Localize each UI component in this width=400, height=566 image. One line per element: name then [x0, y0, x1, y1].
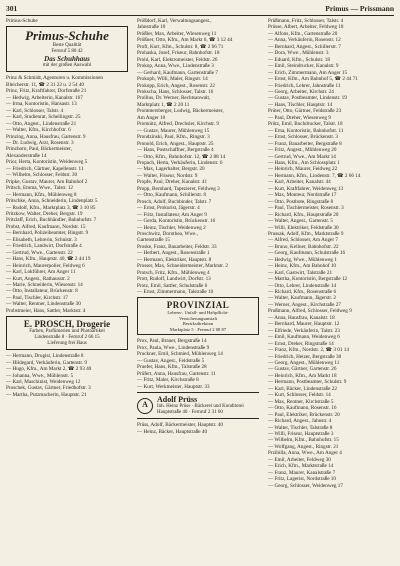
entry-line: — Gerhard, Kaufmann, Gartenstraße 7 — [137, 69, 218, 76]
entry-line: Prondzinski, Paul, Kfm., Ringstr. 3 — [137, 134, 210, 141]
entry-line: Proske, Franz, Bauarbeiter, Feldstr. 33 — [137, 243, 217, 250]
ad-prosch-drogerie — [6, 316, 128, 350]
entry-line: — Kurt, Kraftfahrer, Weidenweg 13 — [268, 185, 344, 192]
entry-line: Prott, Rudolf, Landwirt, Dorfstr. 13 — [137, 276, 211, 283]
entry-line: Przibilla, Anna, Wwe., Am Anger 4 — [268, 450, 342, 457]
entry-line: — Georg, Kaufmann, Schulstraße 16 — [268, 250, 346, 257]
column-1-list — [6, 75, 128, 314]
entry-line: Prüter, Otto, Gärtner, Feldstraße 23 — [268, 108, 342, 115]
entry-line: — Johanna, Wwe., Mühlenstr. 5 — [6, 372, 74, 379]
entry-line: — Erna, Kontoristin, Bahnhofstr. 11 — [268, 127, 344, 134]
entry-line: — Max, Rentner, Kirchstraße 5 — [268, 398, 334, 405]
entry-line: — Paul, Tischlermeister, Rosenstr. 3 — [268, 205, 344, 212]
entry-line: — Otto, Postbote, Ringstraße 8 — [268, 198, 334, 205]
entry-line: — Anna, Hausfrau, Kanalstr. 18 — [268, 314, 335, 321]
entry-line: Prokop, Anna, Wwe., Lindenstraße 3 — [137, 63, 214, 70]
entry-line: Prussak, Adolf, Kfm., Marktstraße 9 — [268, 230, 344, 237]
entry-line: — Hedwig, Arbeiterin, Kanalstr. 167 — [6, 94, 83, 101]
ad-slogan-line: mit der großen Auswahl — [42, 63, 92, 69]
entry-line: — Ernst, Zimmermann, Talstraße 10 — [137, 289, 214, 296]
entry-line: — Gerda, Kontoristin, Brückenstr. 16 — [137, 218, 216, 225]
entry-line: — Kurt, Schlosser, Feldstr. 14 — [268, 392, 331, 399]
entry-line: Prokscha, Hans, Schlosser, Talstr. 16 — [137, 88, 214, 95]
entry-line: Pritschke, Anna, Schneiderin, Lindenplatz 5 — [6, 198, 98, 205]
entry-line: — Werner, Angest., Kirchstraße 27 — [268, 301, 341, 308]
ad-line: Lindenstraße 8 · Fernruf 2 66 15 — [34, 335, 100, 341]
entry-line: — Heinz, Kfm., Am Bahnhof 10 — [268, 263, 337, 270]
entry-line: — Hans, Tischler, Hauptstr. 14 — [268, 101, 333, 108]
entry-line: Probstmeier, Hans, Sattler, Marktstr. 4 — [6, 307, 86, 314]
entry-line: Prohl, Karl, Elektromeister, Feldstr. 26 — [137, 56, 218, 63]
entry-line: — Georg, Arbeiter, Kirchstr. 24 — [268, 88, 334, 95]
entry-line: — Ernst, Schlosser, Brückenstr. 3 — [268, 134, 338, 141]
entry-line: Pruefer, Hans, Kfm., Talstraße 28 — [137, 364, 207, 371]
entry-line: — Gustav, Maurer, Mühlenweg 15 — [137, 127, 210, 134]
entry-line: — Otto, Kfm., Bahnhofstr. 12, ☎ 2 88 14 — [137, 153, 226, 160]
entry-line: — Fritz, Maler, Kirchstraße 8 — [137, 377, 199, 384]
entry-line: — Martha, Putzmacherin, Hauptstr. 21 — [6, 391, 87, 398]
column-2-list — [137, 18, 259, 295]
entry-line: Prinzhorn, Paul, Bäckermeister, — [6, 146, 72, 153]
entry-line: — Emil, Steindrucker, Kanalstr. 9 — [268, 63, 339, 70]
entry-line: — Hermann, Kfm., Mühlenweg 8 — [6, 191, 77, 198]
entry-line: — Emil, Kaufmann, Weidenweg 6 — [268, 334, 340, 341]
ad-title: Adolf Prüss — [157, 395, 198, 405]
ad-line: Bezirksdirektion — [182, 321, 214, 327]
entry-line: Prütz, Emil, Buchdrucker, Talstr. 18 — [268, 121, 343, 128]
entry-line: — Walter, Kaufmann, Jägerstr. 2 — [268, 295, 336, 302]
entry-line: — Walter, Friseur, Nordstr. 9 — [137, 172, 198, 179]
ad-line: Marktplatz 5 · Fernruf 2 08 87 — [169, 326, 227, 332]
ad-phone: Fernruf 5 80 42 — [51, 49, 83, 55]
entry-line: Proft, Kurt, Kfm., Schulstr. 8, ☎ 2 66 71 — [137, 43, 224, 50]
entry-line: — Dr. Ludwig, Arzt, Rosenstr. 3 — [6, 139, 74, 146]
entry-line: — Elfriede, Verkäuferin, Talstr. 23 — [268, 327, 340, 334]
entry-line: — Erich, Kfm., Marktstraße 14 — [268, 463, 334, 470]
entry-line: — Georg, Angest., Mühlenweg 11 — [268, 360, 340, 367]
ad-primus-schuhe — [6, 26, 128, 72]
entry-line: Prüss, Adolf, Bäckermeister, Hauptstr. 40 — [137, 422, 223, 429]
ad-title: PROVINZIAL — [166, 300, 230, 311]
entry-line: — Gertrud, Wwe., Am Markt 14 — [268, 153, 336, 160]
ad-line: Lebens-, Unfall- und Haftpflicht- — [167, 310, 229, 316]
entry-line: — Otto, Angest., Lindenstraße 21 — [6, 120, 77, 127]
entry-line: Prüßmann, Fritz, Schlosser, Talstr. 4 — [268, 18, 344, 24]
entry-line: — Richard, Angest., Jahnstr. 4 — [268, 418, 332, 425]
entry-line: — Heinz, Bäcker, Hauptstraße 40 — [137, 428, 208, 435]
entry-line: — Alfred, Schlosser, Am Anger 7 — [268, 237, 338, 244]
ad-title: Primus-Schuhe — [25, 28, 109, 44]
entry-line: — Hildegard, Verkäuferin, Gartenstr. 9 — [6, 359, 88, 366]
entry-line: Proschwitz, Dorothea, Wwe., — [137, 230, 198, 237]
entry-line: — Hugo, Kfm., Am Markt 2, ☎ 2 93 40 — [6, 366, 92, 373]
entry-line: Prößler, Max, Arbeiter, Wiesenweg 11 — [137, 30, 217, 37]
entry-line: Prollius, Dr. Werner, Rechtsanwalt, — [137, 95, 211, 102]
entry-line: Pritzlaff, Erich, Buchhändler, Bahnhofstr. 7 — [6, 217, 97, 224]
running-head: Primus — Prissmann — [325, 4, 394, 13]
entry-line: — Friedrich, Lehrer, Jahnstraße 11 — [268, 82, 341, 89]
entry-line: — Willi, Elektriker, Feldstraße 30 — [268, 224, 339, 231]
entry-line: — Ernst, Kfm., Am Bahnhof 5, ☎ 2 44 71 — [268, 76, 358, 83]
entry-line: Prokoph, Willi, Maler, Ringstr. 14 — [137, 76, 208, 83]
entry-line: — Marie, Schneiderin, Wiesenstr. 14 — [6, 281, 83, 288]
entry-line: — Georg, Schlosser, Weidenweg 17 — [268, 482, 343, 489]
entry-line: Propfe, Paul, Dreher, Kanalstr. 41 — [137, 179, 208, 186]
entry-line: — Richard, Kfm., Hauptstraße 20 — [268, 211, 339, 218]
entry-line: Prior, Herta, Kontoristin, Weidenweg 5 — [6, 159, 88, 166]
entry-line: — Karl, Gastwirt, Talstraße 21 — [268, 269, 333, 276]
entry-line: Alexanderstraße 14 — [6, 152, 47, 159]
entry-line: — Hans, Kfm., Hauptstr. 40, ☎ 2 44 19 — [6, 256, 91, 263]
entry-line: — Karl, Schlosser, Talstr. 4 — [6, 107, 64, 114]
entry-line: Bleicherstr. 11, ☎ 2 31 22 u. 2 54 40 — [6, 81, 85, 88]
entry-line: — Willi, Friseur, Hauptstraße 3 — [268, 431, 334, 437]
entry-line: — Karl, Studienrat, Schellingstr. 25 — [6, 114, 81, 121]
entry-line: — Herbert, Angest., Rosenstraße 1 — [137, 250, 210, 257]
entry-line: — Hermann, Elektriker, Hauptstr. 8 — [137, 256, 212, 263]
entry-line: Pronold, Erich, Angest., Hauptstr. 25 — [137, 140, 214, 147]
entry-line: Marktplatz 1, ☎ 2 20 11 — [137, 101, 190, 108]
entry-line: — Eduard, Kfm., Schulstr. 18 — [268, 56, 330, 63]
entry-line: — Hermann, Kfm., Lindenstr. 7, ☎ 2 66 14 — [268, 172, 361, 179]
entry-line: Promnitz, Alfred, Drechsler, Kirchstr. 9 — [137, 121, 219, 128]
entry-line: — Fritz, Lagerist, Nordstraße 10 — [268, 476, 336, 483]
ad-line: Lieferung frei Haus — [47, 341, 87, 347]
entry-line: Am Anger 10 — [137, 114, 166, 121]
entry-line: Prußmann, Alfred, Schlosser, Feldweg 9 — [268, 308, 352, 315]
column-2-list-tail — [137, 422, 259, 435]
entry-line: — Otto, Kaufmann, Rosenstr. 16 — [268, 405, 337, 412]
entry-line: — Heinrich, Kfm., Am Markt 18 — [268, 372, 337, 379]
entry-line: — Wolfgang, Angest., Ringstr. 21 — [268, 443, 339, 450]
ad-subtitle: Beste Qualität — [52, 43, 82, 49]
ad-line: Inh. Heinz Prüss · Bäckerei und Konditorei — [157, 404, 244, 410]
entry-line: — Elisabeth, Lehrerin, Schulstr. 3 — [6, 236, 77, 243]
entry-line: — Karl, Bäcker, Lindenstraße 22 — [268, 385, 337, 392]
ad-line: Versicherungsanstalt — [178, 315, 217, 321]
entry-line: — Richard, Kfm., Rosenstraße 6 — [268, 289, 337, 296]
entry-line: Prüfert, Anna, Hausfrau, Gartenstr. 11 — [137, 370, 216, 377]
entry-line: — Bruno, Kellner, Bahnhofstr. 22 — [268, 243, 339, 250]
entry-line: Prommersberger, Ludwig, Bäckermeister, — [137, 108, 224, 115]
entry-line: Prinz, Fritz, Kraftfahrer, Dorfstraße 21 — [6, 88, 87, 95]
entry-line: Prohaska, Josef, Friseur, Bahnhofstr. 18 — [137, 50, 220, 57]
column-2-list-bottom — [137, 338, 259, 390]
column-3-list — [268, 18, 390, 489]
entry-line: Prinz & Schmidt, Agenturen u. Kommissionen — [6, 75, 103, 82]
entry-line: — Rudolf, Kfm., Marktplatz 3, ☎ 3 10 85 — [6, 204, 96, 211]
entry-line: — Fritz, Installateur, Am Anger 9 — [137, 211, 207, 218]
entry-line: Prox, Paul, Brauer, Bergstraße 14 — [137, 338, 207, 345]
entry-line: — Ernst, Prokurist, Jägerstr. 4 — [137, 205, 200, 212]
entry-line: — Hans, Postschaffner, Bergstraße 4 — [137, 147, 214, 154]
entry-line: — Gustav, Postbeamter, Lindenstr. 19 — [268, 95, 347, 102]
entry-line: — Erich, Zimmermann, Am Anger 15 — [268, 69, 348, 76]
ad-line: Hauptstraße 40 · Fernruf 2 31 60 — [157, 410, 223, 416]
ad-adolf-pruess — [137, 392, 259, 419]
entry-line: — Franz, Kfm., Nordstr. 2, ☎ 3 01 14 — [268, 347, 349, 354]
entry-line: — Anna, Verkäuferin, Rosenstr. 12 — [268, 37, 341, 44]
ad-line: Farben, Parfümerien und Photoartikel — [29, 329, 105, 335]
entry-line: Protz, Emil, Sattler, Schulstraße 6 — [137, 282, 208, 289]
entry-line: Propp, Bernhard, Tapezierer, Feldweg 3 — [137, 185, 220, 192]
entry-line: — Ernst, Dreher, Ringstraße 14 — [268, 340, 334, 347]
ad-slogan: Das Schuhhaus — [44, 55, 90, 64]
entry-line: — Otto, Installateur, Brückenstr. 8 — [6, 288, 78, 295]
header-rule — [6, 15, 394, 16]
entry-line: — Heinrich, Maurer, Feldweg 22 — [268, 166, 338, 173]
entry-line: — Heinz, Tischler, Weidenweg 2 — [137, 224, 206, 231]
entry-line: — Paul, Elektriker, Brückenstr. 20 — [268, 411, 340, 418]
entry-line: Pritsch, Emma, Wwe., Talstr. 12 — [6, 185, 74, 192]
entry-line: — Walter, Angest., Gartenstr. 5 — [268, 218, 333, 225]
pruess-logo-icon: A — [137, 398, 153, 414]
entry-line: Propach, Herta, Verkäuferin, Lindenstr. 6 — [137, 159, 223, 166]
entry-line: — Hans, Kfm., Am Schlossplatz 1 — [268, 159, 340, 166]
entry-line: Gartenstraße 15 — [137, 237, 170, 244]
entry-line: Proschek, Gustav, Gärtner, Friedhofstr. 3 — [6, 385, 91, 392]
column-2 — [137, 18, 259, 435]
column-1-list-bottom — [6, 353, 128, 398]
entry-line: — Bernhard, Angest., Schillerstr. 7 — [268, 43, 341, 50]
entry-line: — Emil, Arbeiter, Feldweg 30 — [268, 456, 331, 463]
entry-line: Prüsse, Albert, Arbeiter, Feldweg 18 — [268, 24, 344, 31]
entry-line: — Kurt, Werkmeister, Hauptstr. 33 — [137, 383, 210, 390]
entry-line: Prinzing, Anna, Hausfrau, Gartenstr. 9 — [6, 133, 86, 140]
entry-line: — Alfons, Kfm., Gartenstraße 20 — [268, 30, 338, 37]
entry-line: — Fritz, Angest., Mühlenweg 20 — [268, 147, 337, 154]
entry-line: — Franz, Maurer, Kanalstraße 7 — [268, 469, 336, 476]
entry-line: — Karl, Lokführer, Am Anger 11 — [6, 269, 76, 276]
entry-line: — Dora, Wwe., Mühlenstr. 3 — [268, 50, 329, 57]
entry-line: — Franz, Bauarbeiter, Bergstraße 8 — [268, 140, 342, 147]
entry-line: — Walter, Tischler, Talstraße 8 — [268, 424, 333, 431]
ad-title: E. PROSCH, Drogerie — [23, 319, 111, 330]
entry-line: — Paul, Tischler, Kirchstr. 17 — [6, 294, 68, 301]
entry-line: — Max, Monteur, Nordstraße 17 — [268, 192, 337, 199]
entry-line: — Irma, Kontoristin, Hansastr. 13 — [6, 101, 77, 108]
entry-line: — Walter, Kfm., Kirchhofstr. 6 — [6, 127, 71, 134]
column-3 — [268, 18, 390, 489]
entry-line: — Friedrich, Landwirt, Dorfstraße 4 — [6, 243, 82, 250]
entry-line: — Bernhard, Maurer, Hauptstr. 12 — [268, 321, 340, 328]
entry-line: Primus-Schuhe — [6, 18, 38, 24]
entry-line: Probst, Alfred, Kaufmann, Nordstr. 15 — [6, 223, 86, 230]
entry-line: — Karl, Arbeiter, Kanalstr. 44 — [268, 179, 331, 186]
entry-line: — Friedrich, Heizer, Bergstraße 30 — [268, 353, 342, 360]
entry-line: — Wilhelm, Kfm., Bahnhofstr. 15 — [268, 437, 339, 444]
entry-line: — Martha, Kontoristin, Bergstraße 12 — [268, 276, 348, 283]
entry-line: — Gustav, Angest., Feldstraße 5 — [137, 357, 205, 364]
entry-line: — Otto, Lehrer, Lindenstraße 14 — [268, 282, 337, 289]
page-number: 301 — [6, 4, 18, 13]
entry-line: — Gertrud, Wwe., Gartenstr. 22 — [6, 249, 73, 256]
entry-line: Prößner, Otto, Kfm., Am Markt 6, ☎ 3 12 44 — [137, 37, 233, 44]
entry-line: — Hermann, Postbeamter, Schulstr. 9 — [268, 379, 347, 386]
entry-line: — Heinrich, Maurerpolier, Feldweg 6 — [6, 262, 85, 269]
entry-line: Prox, Paula, Wwe., Lindenstraße 9 — [137, 344, 210, 351]
entry-line: — Hedwig, Wwe., Mühlenweg 1 — [268, 256, 337, 263]
entry-line: Prößdorf, Karl, Verwaltungsangest., — [137, 18, 212, 24]
entry-line: — Max, Lagerhalter, Bergstr. 20 — [137, 166, 205, 173]
entry-line: Prosch, Adolf, Buchbinder, Talstr. 7 — [137, 198, 212, 205]
entry-line: Jahnstraße 10 — [137, 24, 166, 31]
entry-line: — Paul, Dreher, Wiesenweg 9 — [268, 114, 331, 121]
entry-line: Protsch, Fritz, Kfm., Mühlenweg 4 — [137, 269, 210, 276]
entry-line: — Friedrich, Gärtner, Kapellenstr. 11 — [6, 165, 84, 172]
entry-line: — Kurt, Angest., Rathausstr. 2 — [6, 275, 70, 282]
entry-line: — Bernhard, Polizeibeamter, Ringstr. 9 — [6, 230, 89, 237]
entry-line: Prosser, Max, Schneidermeister, Marktstr. 2 — [137, 263, 228, 270]
entry-line: — Hermann, Drogist, Lindenstraße 8 — [6, 353, 84, 360]
entry-line: Pritzkow, Walter, Dreher, Bergstr. 19 — [6, 210, 83, 217]
entry-line: Pruckner, Emil, Schmied, Mühlenweg 14 — [137, 351, 223, 358]
entry-line: — Karl, Maschinist, Weidenweg 12 — [6, 379, 81, 386]
entry-line: Pripke, Gustav, Maurer, Am Bahnhof 2 — [6, 178, 88, 185]
entry-line: Prokopp, Erich, Angest., Rosenstr. 22 — [137, 82, 215, 89]
column-1 — [6, 18, 128, 398]
ad-provinzial — [137, 297, 259, 335]
entry-line: — Wilhelm, Schlosser, Feldstr. 30 — [6, 172, 78, 179]
entry-line: — Gustav, Gärtner, Gartenstr. 26 — [268, 366, 337, 373]
entry-line: — Walter, Rentner, Lindenstraße 30 — [6, 301, 81, 308]
entry-line: — Otto, Kaufmann, Schillerstr. 8 — [137, 192, 207, 199]
